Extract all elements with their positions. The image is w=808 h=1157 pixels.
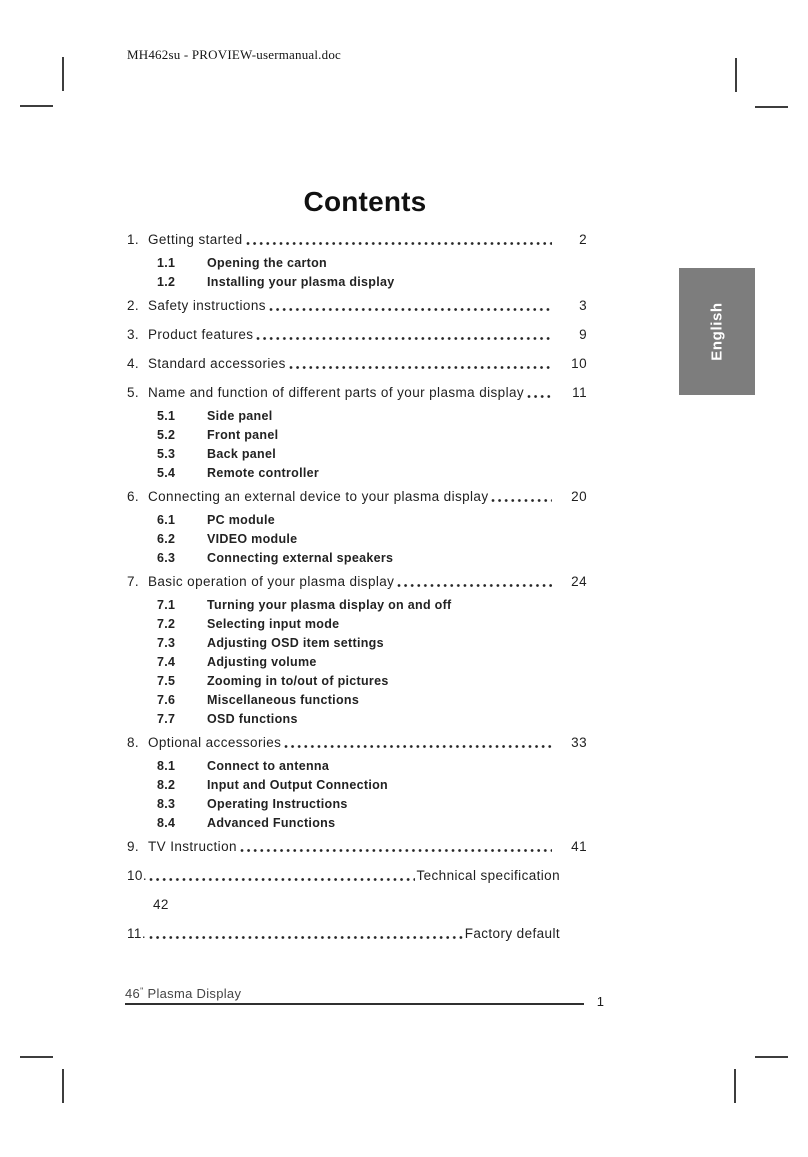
document-filename: MH462su - PROVIEW-usermanual.doc — [127, 47, 342, 62]
toc-subitem-number: 7.1 — [157, 598, 176, 612]
toc-item-page: 10 — [571, 356, 587, 371]
toc-subitem-label: Side panel — [207, 409, 273, 423]
toc-subitem — [127, 615, 587, 634]
toc-item-label: Standard accessories — [148, 356, 286, 371]
toc-subitem — [127, 757, 587, 776]
toc-item-number: 4. — [127, 356, 140, 371]
toc-sublist — [127, 596, 587, 729]
toc-subitem-label: Installing your plasma display — [207, 275, 395, 289]
toc-subitem-label: Turning your plasma display on and off — [207, 598, 452, 612]
toc-subitem-label: Input and Output Connection — [207, 778, 388, 792]
dotted-leader — [284, 744, 552, 749]
toc-sublist — [127, 757, 587, 833]
toc-subitem-number: 1.2 — [157, 275, 176, 289]
toc-subitem-number: 6.1 — [157, 513, 176, 527]
toc-item-number: 7. — [127, 574, 140, 589]
toc-item-number: 6. — [127, 489, 140, 504]
toc-subitem-label: Remote controller — [207, 466, 320, 480]
footer-product-size: 46 — [125, 986, 141, 1001]
toc-item-number: 11. — [127, 926, 146, 941]
footer-product-name: Plasma Display — [143, 986, 242, 1001]
dotted-leader — [240, 848, 552, 853]
language-tab — [679, 268, 755, 395]
dotted-leader — [246, 241, 552, 246]
toc-item — [127, 231, 587, 248]
toc-item-number: 2. — [127, 298, 140, 313]
toc-subitem-number: 7.2 — [157, 617, 176, 631]
toc-subitem-number: 6.2 — [157, 532, 176, 546]
toc-item-page: 11 — [572, 385, 587, 400]
toc-item — [127, 297, 587, 314]
toc-subitem — [127, 653, 587, 672]
toc-item — [127, 925, 587, 942]
dotted-leader — [397, 583, 552, 588]
toc-item-label: Safety instructions — [148, 298, 266, 313]
toc-subitem-number: 8.4 — [157, 816, 176, 830]
toc-subitem-label: OSD functions — [207, 712, 298, 726]
toc-subitem-number: 6.3 — [157, 551, 176, 565]
page-title: Contents — [303, 186, 427, 217]
toc-item-number: 3. — [127, 327, 140, 342]
toc-item-page: 24 — [571, 574, 587, 589]
toc-item-number: 8. — [127, 735, 140, 750]
toc-item-label: Factory default — [464, 926, 560, 941]
toc-subitem-number: 8.1 — [157, 759, 176, 773]
footer-product-label — [125, 986, 241, 1001]
language-tab-label: English — [708, 302, 726, 361]
toc-item-overflow-row — [153, 896, 587, 913]
toc-subitem-number: 7.6 — [157, 693, 176, 707]
toc-subitem-label: Advanced Functions — [207, 816, 336, 830]
toc-item-label: Getting started — [148, 232, 243, 247]
dotted-leader — [269, 307, 552, 312]
toc-subitem-label: Miscellaneous functions — [207, 693, 360, 707]
crop-mark-bottom-left-vertical — [62, 1069, 64, 1103]
toc-item-label: Product features — [148, 327, 254, 342]
toc-subitem-label: Adjusting volume — [207, 655, 317, 669]
toc-subitem-number: 7.7 — [157, 712, 176, 726]
toc-subitem-label: PC module — [207, 513, 275, 527]
toc-item-label: Name and function of different parts of your plasma display — [148, 385, 525, 400]
toc-sublist — [127, 407, 587, 483]
toc-subitem-number: 5.3 — [157, 447, 176, 461]
toc-item — [127, 838, 587, 855]
toc-item — [127, 384, 587, 401]
toc-item — [127, 488, 587, 505]
toc-item — [127, 573, 587, 590]
dotted-leader — [149, 935, 464, 940]
crop-mark-bottom-right-vertical — [734, 1069, 736, 1103]
toc-item — [127, 734, 587, 751]
toc-item-label: Technical specification — [416, 868, 560, 883]
toc-subitem — [127, 464, 587, 483]
toc-subitem — [127, 795, 587, 814]
crop-mark-top-left-vertical — [62, 57, 64, 91]
toc-subitem — [127, 407, 587, 426]
toc-item-page: 2 — [579, 232, 587, 247]
dotted-leader — [289, 365, 552, 370]
dotted-leader — [149, 877, 415, 882]
toc-subitem — [127, 426, 587, 445]
toc-subitem-number: 7.5 — [157, 674, 176, 688]
toc-subitem — [127, 511, 587, 530]
crop-mark-top-left-horizontal — [20, 105, 53, 107]
toc-subitem — [127, 672, 587, 691]
toc-subitem-label: VIDEO module — [207, 532, 298, 546]
toc-subitem — [127, 776, 587, 795]
toc-subitem-number: 8.3 — [157, 797, 176, 811]
toc-subitem-label: Operating Instructions — [207, 797, 348, 811]
toc-sublist — [127, 511, 587, 568]
toc-sublist — [127, 254, 587, 292]
toc-subitem — [127, 254, 587, 273]
toc-item-label: Optional accessories — [148, 735, 282, 750]
toc-item-label: TV Instruction — [148, 839, 237, 854]
toc-subitem — [127, 634, 587, 653]
toc-subitem-label: Adjusting OSD item settings — [207, 636, 384, 650]
toc-subitem-number: 8.2 — [157, 778, 176, 792]
toc-item-number: 10. — [127, 868, 147, 883]
toc-item — [127, 355, 587, 372]
toc-subitem — [127, 596, 587, 615]
toc-subitem — [127, 814, 587, 833]
toc-subitem — [127, 710, 587, 729]
toc-item-number: 1. — [127, 232, 140, 247]
toc-subitem — [127, 273, 587, 292]
toc-subitem-number: 5.1 — [157, 409, 176, 423]
toc-subitem-number: 5.4 — [157, 466, 176, 480]
toc-subitem-label: Front panel — [207, 428, 279, 442]
toc-item-number: 9. — [127, 839, 140, 854]
toc-item-page: 42 — [153, 897, 169, 912]
crop-mark-top-right-horizontal — [755, 106, 788, 108]
toc-item-label: Basic operation of your plasma display — [148, 574, 395, 589]
crop-mark-top-right-vertical — [735, 58, 737, 92]
toc-item-page: 9 — [579, 327, 587, 342]
toc-subitem — [127, 549, 587, 568]
footer-rule — [125, 1003, 584, 1005]
toc-subitem — [127, 530, 587, 549]
toc-item-number: 5. — [127, 385, 140, 400]
footer-page-number: 1 — [596, 994, 604, 1009]
toc-item-page: 41 — [571, 839, 587, 854]
toc-item-page: 33 — [571, 735, 587, 750]
toc-subitem — [127, 691, 587, 710]
toc-subitem-number: 7.4 — [157, 655, 176, 669]
toc-subitem-label: Back panel — [207, 447, 277, 461]
toc-item — [127, 326, 587, 343]
toc-subitem-label: Opening the carton — [207, 256, 327, 270]
dotted-leader — [256, 336, 552, 341]
toc-subitem-label: Selecting input mode — [207, 617, 340, 631]
toc-subitem-label: Zooming in to/out of pictures — [207, 674, 389, 688]
inch-mark: " — [140, 986, 144, 996]
toc-subitem — [127, 445, 587, 464]
toc-item-page: 20 — [571, 489, 587, 504]
crop-mark-bottom-left-horizontal — [20, 1056, 53, 1058]
toc-subitem-label: Connecting external speakers — [207, 551, 394, 565]
toc-item-page: 3 — [579, 298, 587, 313]
toc-subitem-number: 1.1 — [157, 256, 176, 270]
toc-subitem-number: 5.2 — [157, 428, 176, 442]
crop-mark-bottom-right-horizontal — [755, 1056, 788, 1058]
toc-item-label: Connecting an external device to your plasma display — [148, 489, 489, 504]
dotted-leader — [491, 498, 552, 503]
table-of-contents — [127, 231, 587, 942]
dotted-leader — [527, 394, 552, 399]
contents-section — [127, 185, 587, 942]
toc-subitem-label: Connect to antenna — [207, 759, 330, 773]
toc-item — [127, 867, 587, 884]
toc-subitem-number: 7.3 — [157, 636, 176, 650]
